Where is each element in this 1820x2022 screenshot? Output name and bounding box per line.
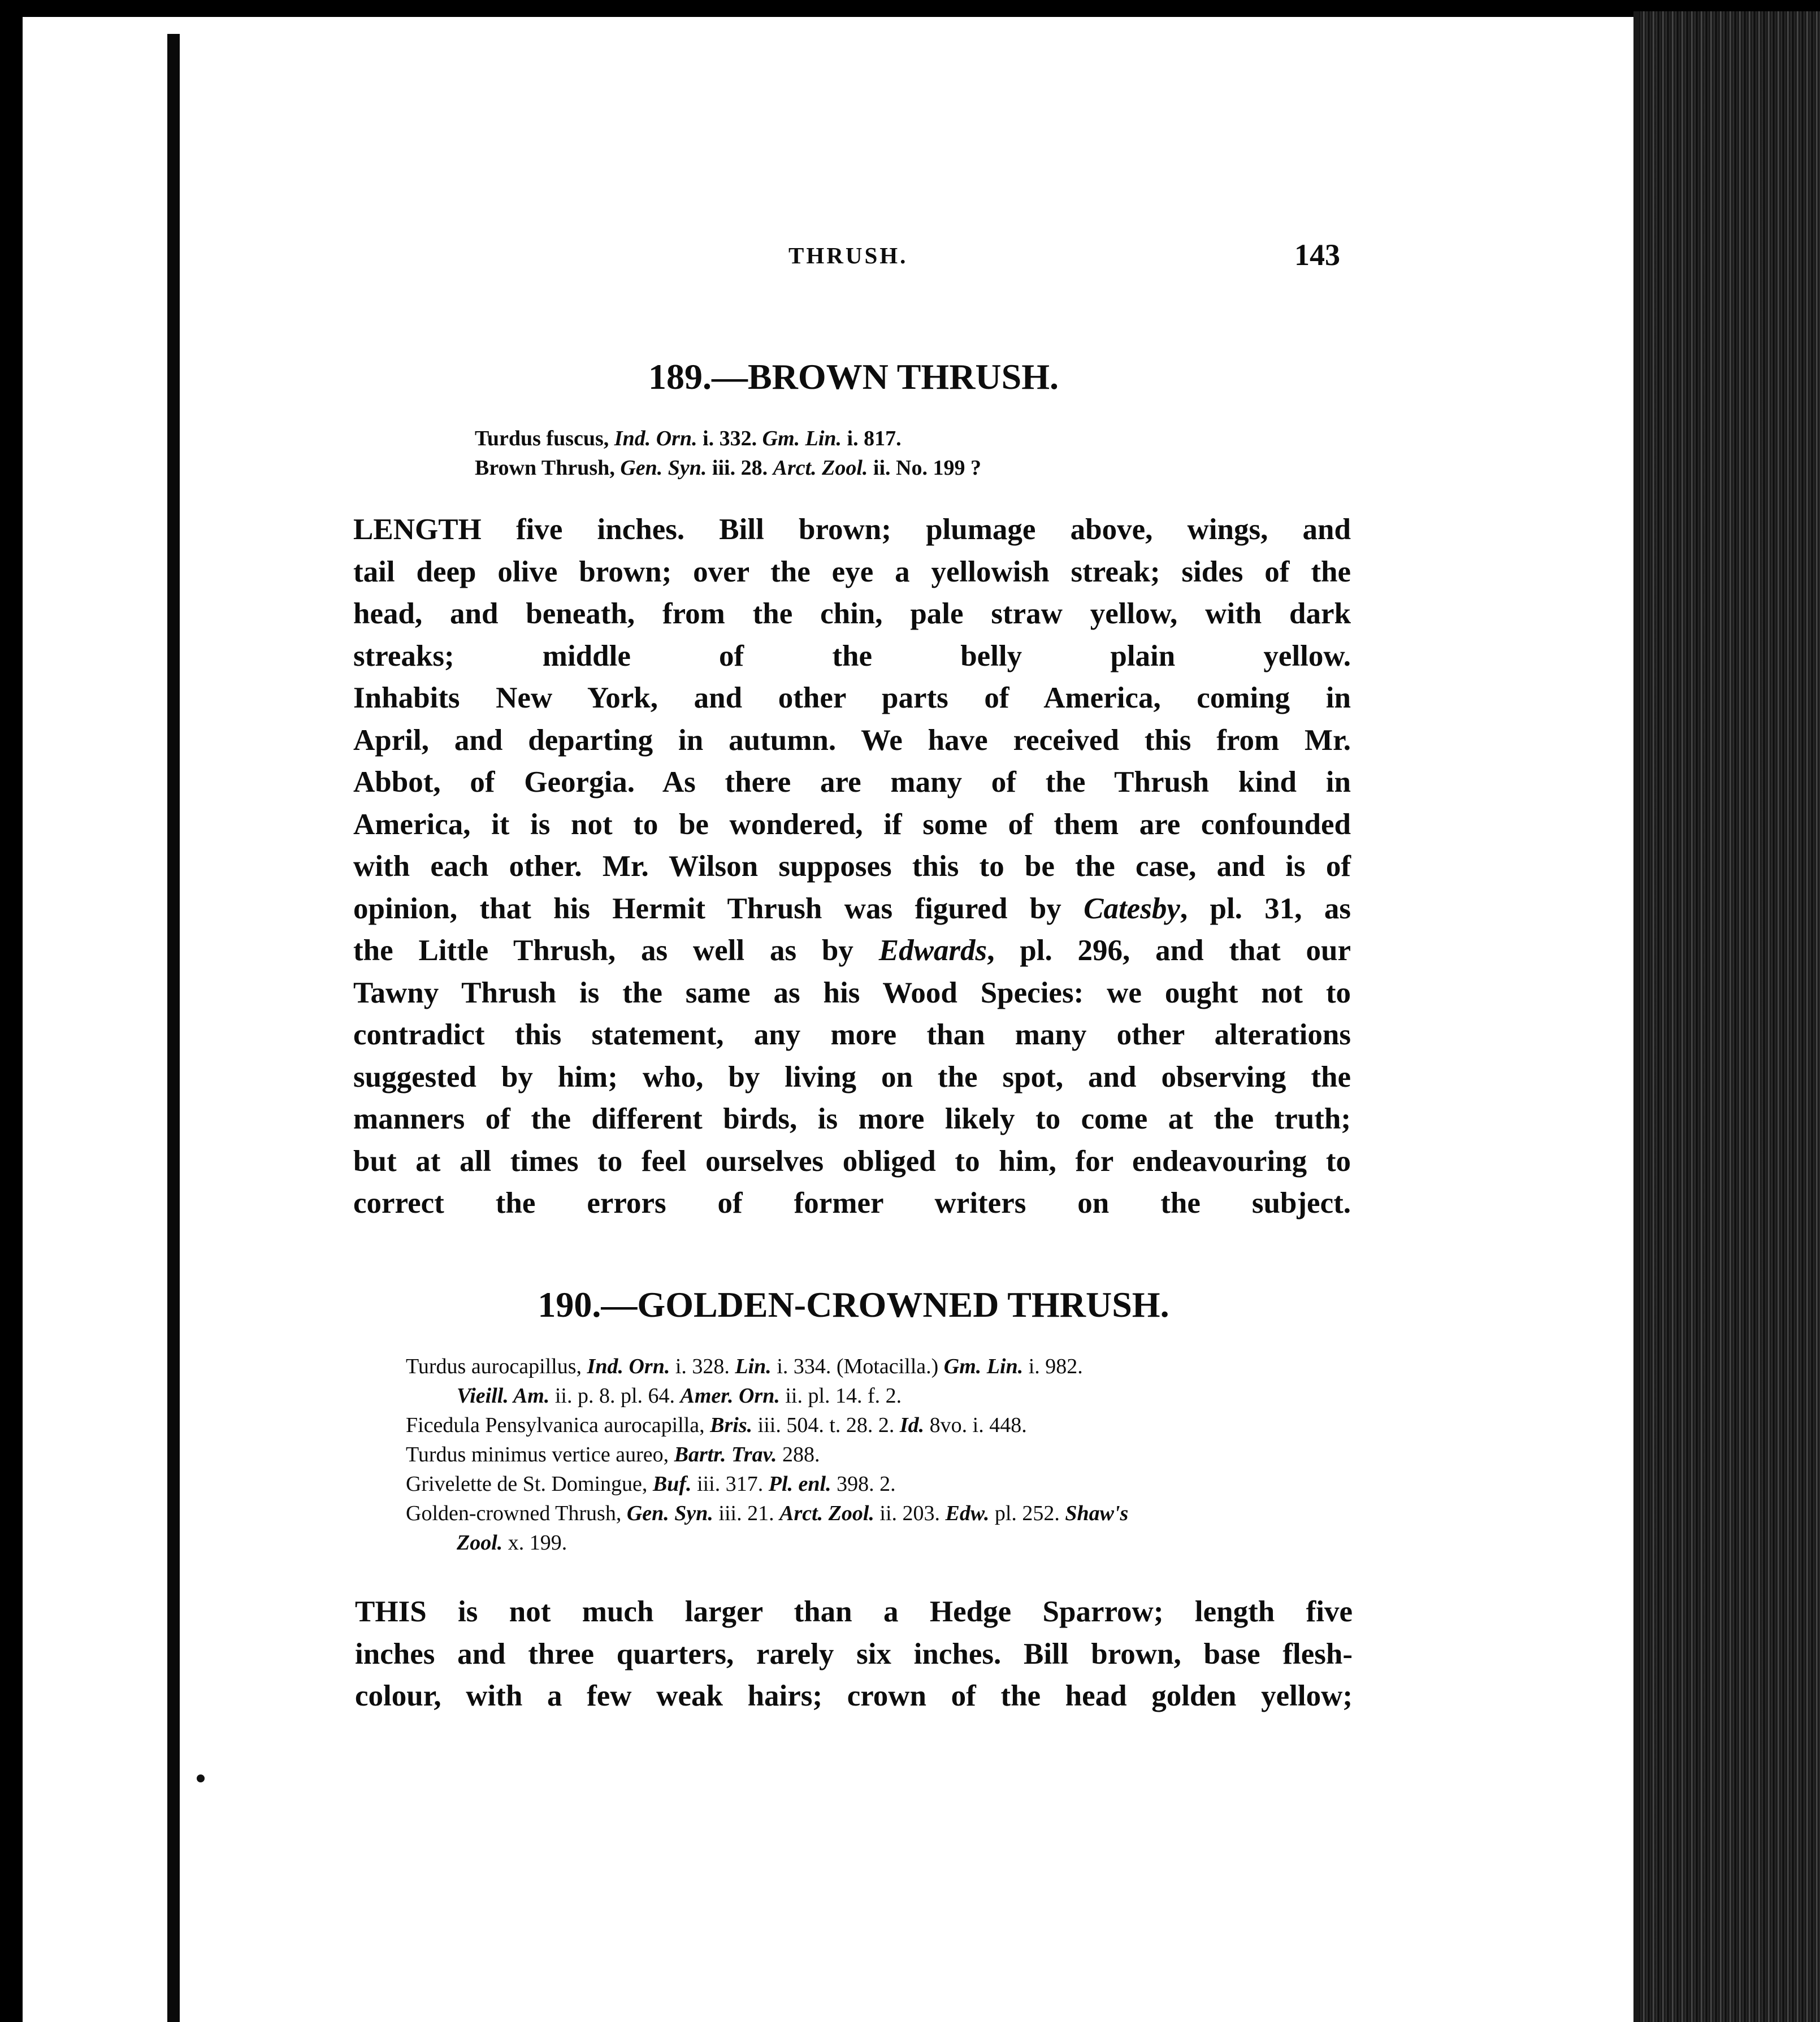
text-run: ii. p. 8. pl. 64. xyxy=(549,1384,681,1408)
text-line xyxy=(353,635,1351,678)
text-run: i. 334. (Motacilla.) xyxy=(771,1355,944,1378)
text-line xyxy=(353,972,1351,1014)
text-run: Inhabits New York, and other parts of America, coming in xyxy=(353,682,1351,714)
italic-citation: Id. xyxy=(899,1413,925,1437)
reference-line xyxy=(406,1528,1128,1557)
text-run: ii. No. 199 ? xyxy=(868,456,981,480)
text-line xyxy=(353,551,1351,593)
reference-line xyxy=(475,424,981,453)
italic-citation: Edwards xyxy=(878,934,987,967)
text-line xyxy=(353,761,1351,804)
reference-line xyxy=(406,1440,1128,1469)
italic-citation: Ind. Orn. xyxy=(587,1355,670,1378)
italic-citation: Pl. enl. xyxy=(768,1472,831,1496)
italic-citation: Bris. xyxy=(710,1413,753,1437)
text-line xyxy=(353,1056,1351,1099)
italic-citation: Zool. xyxy=(457,1531,503,1555)
text-run: suggested by him; who, by living on the spot, and observing the xyxy=(353,1060,1351,1094)
text-run: iii. 504. t. 28. 2. xyxy=(752,1413,900,1437)
entry-189-body xyxy=(353,509,1351,1225)
text-run: contradict this statement, any more than many other alterations xyxy=(353,1018,1351,1051)
text-line xyxy=(353,593,1351,635)
text-line xyxy=(353,1098,1351,1140)
entry-190-title: 190.—GOLDEN-CROWNED THRUSH. xyxy=(538,1285,1169,1325)
text-line xyxy=(353,888,1351,930)
text-run: iii. 28. xyxy=(707,456,773,480)
text-run: iii. 317. xyxy=(691,1472,769,1496)
ink-speck xyxy=(197,1774,205,1782)
text-run: i. 982. xyxy=(1023,1355,1083,1378)
text-line xyxy=(353,677,1351,719)
scan-left-edge xyxy=(0,0,23,2022)
text-run: THIS is not much larger than a Hedge Sparrow; length five xyxy=(355,1595,1353,1628)
text-run: inches and three quarters, rarely six inches. Bill brown, base flesh- xyxy=(355,1637,1353,1670)
text-line xyxy=(355,1675,1353,1717)
text-run: opinion, that his Hermit Thrush was figured by xyxy=(353,892,1084,925)
italic-citation: Arct. Zool. xyxy=(773,456,868,480)
text-run: i. 328. xyxy=(670,1355,735,1378)
reference-line xyxy=(406,1411,1128,1440)
italic-citation: Vieill. Am. xyxy=(457,1384,550,1408)
text-run: i. 332. xyxy=(697,427,762,450)
text-run: , pl. 296, and that our xyxy=(987,934,1351,967)
italic-citation: Shaw's xyxy=(1065,1502,1129,1525)
text-run: tail deep olive brown; over the eye a yellowish streak; sides of the xyxy=(353,555,1351,588)
text-run: head, and beneath, from the chin, pale straw yellow, with dark xyxy=(353,597,1351,630)
text-line xyxy=(353,509,1351,551)
text-run: streaks; middle of the belly plain yellow. xyxy=(353,639,1351,672)
reference-line xyxy=(406,1352,1128,1381)
text-line xyxy=(353,845,1351,888)
text-line xyxy=(353,1014,1351,1056)
scan-top-edge xyxy=(0,0,1820,17)
text-run: with each other. Mr. Wilson supposes this to be the case, and is of xyxy=(353,850,1351,883)
text-run: 398. 2. xyxy=(831,1472,896,1496)
text-run: 288. xyxy=(777,1443,820,1466)
text-run: Tawny Thrush is the same as his Wood Species: we ought not to xyxy=(353,976,1351,1009)
entry-190-references xyxy=(406,1352,1128,1557)
text-run: correct the errors of former writers on the subject. xyxy=(353,1187,1351,1220)
text-run: Grivelette de St. Domingue, xyxy=(406,1472,653,1496)
italic-citation: Gen. Syn. xyxy=(626,1502,713,1525)
italic-citation: Gen. Syn. xyxy=(620,456,707,480)
italic-citation: Catesby xyxy=(1084,892,1180,925)
text-run: iii. 21. xyxy=(713,1502,780,1525)
italic-citation: Buf. xyxy=(652,1472,692,1496)
reference-line xyxy=(406,1499,1128,1528)
text-run: April, and departing in autumn. We have received this from Mr. xyxy=(353,723,1351,757)
text-line xyxy=(355,1633,1353,1676)
entry-189-references xyxy=(475,424,981,483)
italic-citation: Bartr. Trav. xyxy=(674,1443,777,1466)
italic-citation: Gm. Lin. xyxy=(943,1355,1024,1378)
text-run: Brown Thrush, xyxy=(475,456,621,480)
running-head: THRUSH. xyxy=(788,242,908,268)
text-run: but at all times to feel ourselves obliged to him, for endeavouring to xyxy=(353,1144,1351,1178)
italic-citation: Gm. Lin. xyxy=(762,427,842,450)
italic-citation: Ind. Orn. xyxy=(614,427,697,450)
text-run: Turdus aurocapillus, xyxy=(406,1355,587,1378)
text-line xyxy=(353,930,1351,972)
text-run: x. 199. xyxy=(502,1531,567,1555)
text-run: 8vo. i. 448. xyxy=(924,1413,1027,1437)
text-run: America, it is not to be wondered, if some of them are confounded xyxy=(353,808,1351,841)
text-line xyxy=(353,804,1351,846)
book-gutter xyxy=(167,34,180,2022)
text-run: ii. 203. xyxy=(874,1502,946,1525)
reference-line xyxy=(406,1469,1128,1499)
text-line xyxy=(353,1182,1351,1225)
italic-citation: Arct. Zool. xyxy=(779,1502,874,1525)
italic-citation: Amer. Orn. xyxy=(680,1384,780,1408)
text-run: ii. pl. 14. f. 2. xyxy=(779,1384,902,1408)
text-line xyxy=(353,1140,1351,1183)
text-run: Ficedula Pensylvanica aurocapilla, xyxy=(406,1413,710,1437)
italic-citation: Lin. xyxy=(735,1355,772,1378)
text-run: manners of the different birds, is more likely to come at the truth; xyxy=(353,1103,1351,1135)
entry-189-title: 189.—BROWN THRUSH. xyxy=(648,357,1059,397)
text-line xyxy=(353,719,1351,762)
text-run: i. 817. xyxy=(842,427,902,450)
text-run: Turdus minimus vertice aureo, xyxy=(406,1443,674,1466)
reference-line xyxy=(406,1381,1128,1411)
text-run: LENGTH five inches. Bill brown; plumage above, wings, and xyxy=(353,513,1351,546)
text-run: Golden-crowned Thrush, xyxy=(406,1502,627,1525)
text-line xyxy=(355,1591,1353,1633)
text-run: , pl. 31, as xyxy=(1180,892,1351,925)
reference-line xyxy=(475,453,981,483)
italic-citation: Edw. xyxy=(945,1502,990,1525)
text-run: Abbot, of Georgia. As there are many of the Thrush kind in xyxy=(353,766,1351,799)
book-fore-edge xyxy=(1639,11,1820,2022)
text-run: the Little Thrush, as well as by xyxy=(353,934,879,967)
text-run: Turdus fuscus, xyxy=(475,427,614,450)
page-number: 143 xyxy=(1294,238,1340,272)
text-run: colour, with a few weak hairs; crown of the head golden yellow; xyxy=(355,1680,1353,1712)
text-run: pl. 252. xyxy=(989,1502,1065,1525)
entry-190-body xyxy=(355,1591,1353,1717)
